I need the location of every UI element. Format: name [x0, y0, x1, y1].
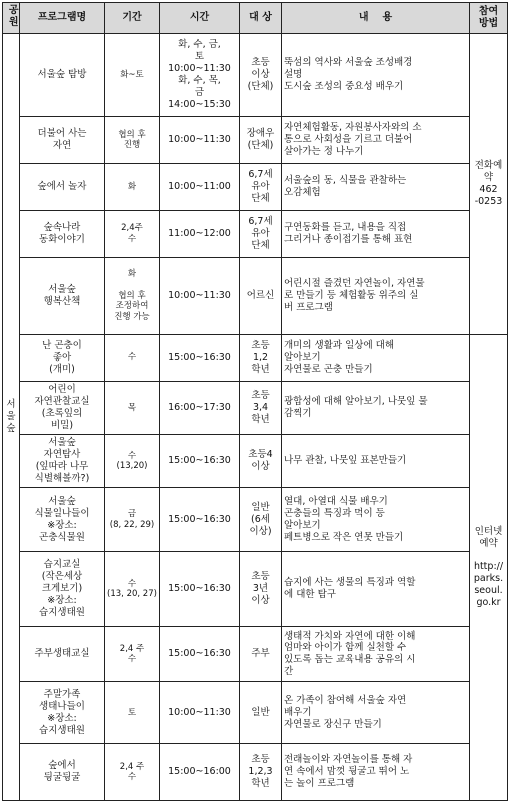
table-row — [3, 257, 508, 334]
content-cell: 구연동화를 듣고, 내용을 직접 그리거나 종이접기를 통해 표현 — [282, 211, 470, 258]
time-cell: 10:00~11:00 — [160, 164, 240, 211]
target-cell: 초등4 이상 — [240, 435, 282, 488]
program-name-cell: 서울숲 식물일나들이 ※장소: 곤충식물원 — [20, 488, 105, 552]
content-cell: 열대, 아열대 식물 배우기 곤충들의 특징과 먹이 등 알아보기 페트병으로 작은 연못 만들기 — [282, 488, 470, 552]
program-name-cell: 어린이 자연관찰교실 (초록잎의 비밀) — [20, 381, 105, 434]
program-name-cell: 숲속나라 동화이야기 — [20, 211, 105, 258]
target-cell: 일반 (6세 이상) — [240, 488, 282, 552]
target-cell: 일반 — [240, 682, 282, 744]
period-cell: 2,4 주 수 — [105, 627, 160, 682]
program-name-cell: 주부생태교실 — [20, 627, 105, 682]
header-period: 기간 — [105, 3, 160, 34]
time-cell: 16:00~17:30 — [160, 381, 240, 434]
method-phone: 전화예 약 462 -0253 — [470, 34, 508, 335]
program-name-cell: 난 곤충이 좋아 (개미) — [20, 334, 105, 381]
content-cell: 나무 관찰, 나뭇잎 표본만들기 — [282, 435, 470, 488]
header-time: 시간 — [160, 3, 240, 34]
header-park-label: 공원 — [6, 3, 18, 28]
time-cell: 15:00~16:00 — [160, 744, 240, 801]
time-cell: 화, 수, 금, 토 10:00~11:30 화, 수, 목, 금 14:00~15:30 — [160, 34, 240, 117]
program-name-cell: 습지교실 (작은세상 크게보기) ※장소: 습지생태원 — [20, 552, 105, 627]
header-content: 내 용 — [282, 3, 470, 34]
target-cell: 주부 — [240, 627, 282, 682]
program-name-cell: 주말가족 생태나들이 ※장소: 습지생태원 — [20, 682, 105, 744]
period-cell: 목 — [105, 381, 160, 434]
method-internet: 인터넷 예약 http:// parks. seoul. go.kr — [470, 334, 508, 800]
target-cell: 6,7세 유아 단체 — [240, 211, 282, 258]
target-cell: 초등 3,4 학년 — [240, 381, 282, 434]
program-table — [2, 2, 508, 801]
content-cell: 습지에 사는 생물의 특징과 역할 에 대한 탐구 — [282, 552, 470, 627]
content-cell: 개미의 생활과 일상에 대해 알아보기 자연물로 곤충 만들기 — [282, 334, 470, 381]
program-name-cell: 더불어 사는 자연 — [20, 117, 105, 164]
time-cell: 15:00~16:30 — [160, 488, 240, 552]
target-cell: 초등 1,2,3 학년 — [240, 744, 282, 801]
program-name-cell: 서울숲 탐방 — [20, 34, 105, 117]
table-row — [3, 117, 508, 164]
table-row — [3, 334, 508, 381]
table-row — [3, 744, 508, 801]
program-name-cell: 숲에서 뒹굴뒹굴 — [20, 744, 105, 801]
period-cell: 화 협의 후 조정하여 진행 가능 — [105, 257, 160, 334]
period-cell: 수 (13, 20, 27) — [105, 552, 160, 627]
period-cell: 화~토 — [105, 34, 160, 117]
table-row — [3, 552, 508, 627]
table-row — [3, 34, 508, 117]
table-row — [3, 164, 508, 211]
content-cell: 서울숲의 동, 식물을 관찰하는 오감체험 — [282, 164, 470, 211]
period-cell: 수 (13,20) — [105, 435, 160, 488]
target-cell: 초등 3년 이상 — [240, 552, 282, 627]
target-cell: 장애우 (단체) — [240, 117, 282, 164]
table-row — [3, 682, 508, 744]
period-cell: 2,4주 수 — [105, 211, 160, 258]
time-cell: 15:00~16:30 — [160, 552, 240, 627]
content-cell: 생태적 가치와 자연에 대한 이해 엄마와 아이가 함께 실천할 수 있도록 돕는 교육내용 공유의 시 간 — [282, 627, 470, 682]
period-cell: 금 (8, 22, 29) — [105, 488, 160, 552]
content-cell: 뚝섬의 역사와 서울숲 조성배경 설명 도시숲 조성의 중요성 배우기 — [282, 34, 470, 117]
period-cell: 화 — [105, 164, 160, 211]
header-method: 참여 방법 — [470, 3, 508, 34]
time-cell: 15:00~16:30 — [160, 435, 240, 488]
park-name-cell — [3, 34, 20, 801]
content-cell: 광합성에 대해 알아보기, 나뭇잎 물 감찍기 — [282, 381, 470, 434]
target-cell: 초등 1,2 학년 — [240, 334, 282, 381]
header-park — [3, 3, 20, 34]
target-cell: 초등 이상 (단체) — [240, 34, 282, 117]
period-cell: 협의 후 진행 — [105, 117, 160, 164]
park-name: 서 울 숲 — [6, 399, 16, 434]
time-cell: 15:00~16:30 — [160, 627, 240, 682]
table-row — [3, 488, 508, 552]
content-cell: 온 가족이 참여해 서울숲 자연 배우기 자연물로 장신구 만들기 — [282, 682, 470, 744]
target-cell: 6,7세 유아 단체 — [240, 164, 282, 211]
table-row — [3, 381, 508, 434]
target-cell: 어르신 — [240, 257, 282, 334]
program-name-cell: 서울숲 행복산책 — [20, 257, 105, 334]
table-row — [3, 211, 508, 258]
program-name-cell: 숲에서 놀자 — [20, 164, 105, 211]
period-cell: 토 — [105, 682, 160, 744]
program-table-container — [2, 2, 508, 801]
content-cell: 어린시절 즐겼던 자연놀이, 자연물 로 만들기 등 체험활동 위주의 실 버 프로그램 — [282, 257, 470, 334]
table-row — [3, 627, 508, 682]
period-cell: 2,4 주 수 — [105, 744, 160, 801]
time-cell: 11:00~12:00 — [160, 211, 240, 258]
table-row — [3, 435, 508, 488]
header-program: 프로그램명 — [20, 3, 105, 34]
header-row — [3, 3, 508, 34]
time-cell: 10:00~11:30 — [160, 682, 240, 744]
content-cell: 전래놀이와 자연놀이를 통해 자 연 속에서 맘껏 뒹굴고 뛰어 노 는 놀이 프로그램 — [282, 744, 470, 801]
program-name-cell: 서울숲 자연탐사 (잎따라 나무 식별해볼까?) — [20, 435, 105, 488]
header-target: 대 상 — [240, 3, 282, 34]
content-cell: 자연체험활동, 자원봉사자와의 소 통으로 사회성을 기르고 더불어 살아가는 정 나누기 — [282, 117, 470, 164]
time-cell: 10:00~11:30 — [160, 257, 240, 334]
time-cell: 10:00~11:30 — [160, 117, 240, 164]
period-cell: 수 — [105, 334, 160, 381]
time-cell: 15:00~16:30 — [160, 334, 240, 381]
